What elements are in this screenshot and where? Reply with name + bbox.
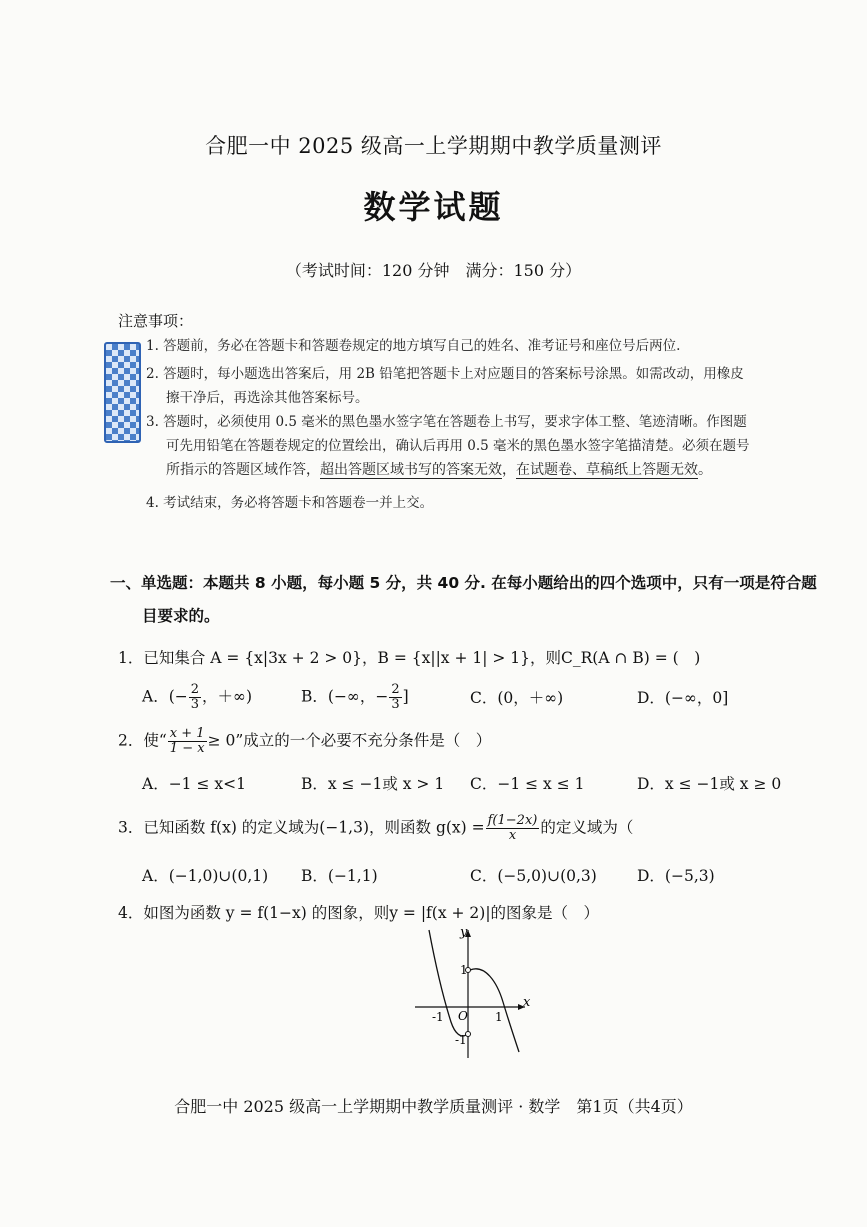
question-1-stem: 1．已知集合 A = {x|3x + 2 > 0}，B = {x||x + 1| > 1}，则C_R(A ∩ B) = ( ) [118,649,701,667]
q1-a-fraction: $\frac{2}{3}$ [190,682,200,712]
question-3-option-a: A．(−1,0)∪(0,1) [142,867,269,885]
note-4: 4. 考试结束，务必将答题卡和答题卷一并上交。 [146,495,434,511]
q2-fraction: $\frac{x + 1}{1 - x}$ [169,726,205,756]
note-3-line-1: 3. 答题时，必须使用 0.5 毫米的黑色墨水签字笔在答题卷上书写，要求字体工整、笔迹清晰。作图题 [146,414,747,430]
question-1-option-c: C．(0，＋∞) [470,689,564,707]
note-2-line-1: 2. 答题时，每小题选出答案后，用 2B 铅笔把答题卡上对应题目的答案标号涂黑。如需改动，用橡皮 [146,366,744,382]
notes-heading: 注意事项： [118,312,194,330]
q1-b-label: B． [301,687,328,706]
q1-b-post: ] [402,687,409,706]
q2-stem-post: ≥ 0”成立的一个必要不充分条件是（ ） [207,731,492,750]
q1-a-pre: (− [168,687,188,706]
question-1-option-b [301,683,409,712]
checkered-stamp [104,342,141,443]
q1-b-fraction: $\frac{2}{3}$ [391,682,400,712]
question-2-option-c: C．−1 ≤ x ≤ 1 [470,775,585,793]
question-3-option-d: D．(−5,3) [637,867,715,885]
q3-stem-post: 的定义域为（ [540,818,634,837]
note-3-emphasis-1: 超出答题区域书写的答案无效 [320,462,502,478]
q1-a-label: A． [142,687,169,706]
graph-xtick-pos: 1 [495,1010,503,1024]
q3-fraction: $\frac{f(1-2x)}{x}$ [487,813,538,843]
question-3-option-c: C．(−5,0)∪(0,3) [470,867,597,885]
graph-ytick-neg: -1 [455,1033,467,1047]
function-graph [405,922,545,1062]
note-1: 1. 答题前，务必在答题卡和答题卷规定的地方填写自己的姓名、准考证号和座位号后两位. [146,338,681,354]
question-2-option-d: D．x ≤ −1或 x ≥ 0 [637,775,782,793]
note-3-line-2: 可先用铅笔在答题卷规定的位置绘出，确认后再用 0.5 毫米的黑色墨水签字笔描清楚。必须在题号 [166,438,750,454]
graph-y-label: y [460,925,468,940]
graph-ytick-pos: 1 [460,963,468,977]
graph-xtick-neg: -1 [432,1010,444,1024]
page-title: 数学试题 [363,188,504,226]
school-title: 合肥一中 2025 级高一上学期期中教学质量测评 [205,134,662,158]
question-2-option-a: A．−1 ≤ x<1 [142,775,246,793]
question-3-option-b: B．(−1,1) [301,867,378,885]
note-3-end: 。 [698,462,712,478]
section-heading-line-2: 目要求的。 [142,607,220,625]
exam-info: （考试时间：120 分钟 满分：150 分） [285,261,582,280]
question-3-stem [118,814,633,843]
graph-x-label: x [523,995,531,1010]
question-4-stem: 4．如图为函数 y = f(1−x) 的图象，则y = |f(x + 2)|的图象是（ ） [118,904,600,922]
q3-stem-pre: 3．已知函数 f(x) 的定义域为(−1,3)，则函数 g(x) = [118,818,485,837]
question-2-stem [118,727,491,756]
page-footer: 合肥一中 2025 级高一上学期期中教学质量测评 · 数学 第1页（共4页） [174,1097,693,1116]
question-2-option-b: B．x ≤ −1或 x > 1 [301,775,445,793]
q1-a-post: ，＋∞) [202,687,252,706]
q1-b-pre: (−∞，− [327,687,389,706]
graph-origin-label: O [458,1009,468,1023]
section-heading-line-1: 一、单选题：本题共 8 小题，每小题 5 分，共 40 分. 在每小题给出的四个选项中，只有一项是符合题 [110,574,817,592]
q2-stem-pre: 2．使“ [118,731,167,750]
note-3-line-3 [166,459,712,479]
note-3-pre: 所指示的答题区域作答， [166,462,320,478]
note-2-line-2: 擦干净后，再选涂其他答案标号。 [166,390,369,406]
question-1-option-a [142,683,252,712]
note-3-mid: ， [502,462,516,478]
question-1-option-d: D．(−∞，0] [637,689,729,707]
note-3-emphasis-2: 在试题卷、草稿纸上答题无效 [516,462,698,478]
